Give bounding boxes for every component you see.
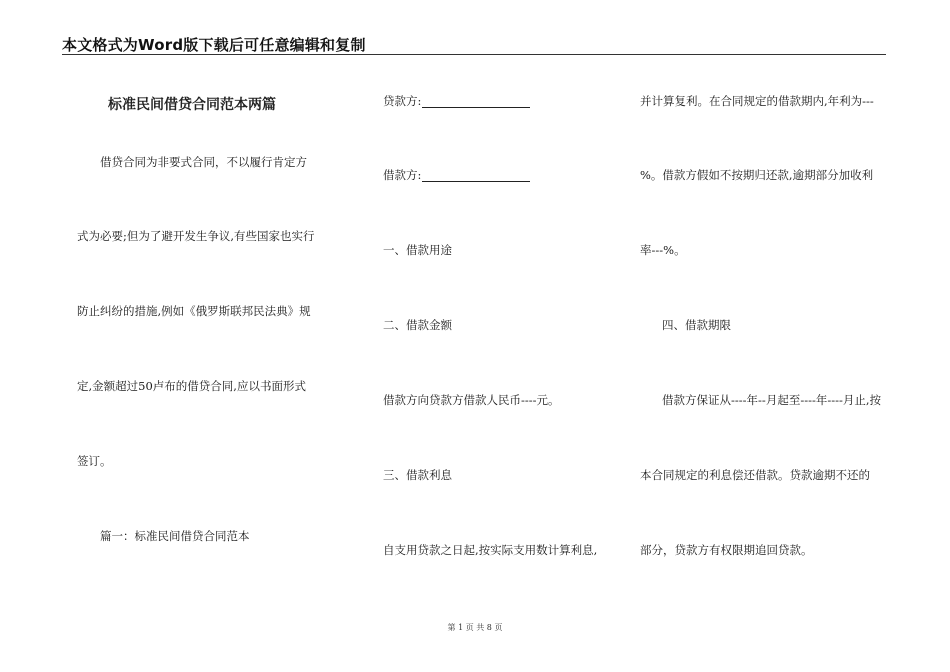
- section-heading: 四、借款期限: [662, 318, 731, 332]
- paragraph-line: 式为必要;但为了避开发生争议,有些国家也实行: [77, 229, 315, 243]
- borrower-field: [383, 168, 530, 182]
- section-heading: 一、借款用途: [383, 243, 452, 257]
- paragraph-line: 借款方保证从----年--月起至----年----月止,按: [662, 393, 882, 407]
- lender-field: [383, 94, 530, 108]
- document-header: 本文格式为Word版下载后可任意编辑和复制: [62, 36, 366, 54]
- paragraph-line: 签订。: [77, 454, 112, 468]
- paragraph-line: 并计算复利。在合同规定的借款期内,年利为---: [640, 94, 874, 108]
- section-heading: 二、借款金额: [383, 318, 452, 332]
- paragraph-line: 本合同规定的利息偿还借款。贷款逾期不还的: [640, 468, 870, 482]
- section-heading: 三、借款利息: [383, 468, 452, 482]
- section-heading: 篇一：标准民间借贷合同范本: [100, 529, 250, 543]
- header-divider: [62, 54, 886, 55]
- document-title: 标准民间借贷合同范本两篇: [108, 97, 276, 113]
- borrower-blank-line: [422, 169, 530, 182]
- paragraph-line: 率---%。: [640, 243, 686, 257]
- lender-label: 贷款方:: [383, 94, 422, 108]
- paragraph-line: 定,金额超过50卢布的借贷合同,应以书面形式: [77, 379, 306, 393]
- paragraph-line: 借款方向贷款方借款人民币----元。: [383, 393, 560, 407]
- lender-blank-line: [422, 95, 530, 108]
- paragraph-line: %。借款方假如不按期归还款,逾期部分加收利: [640, 168, 874, 182]
- page-number: 第 1 页 共 8 页: [447, 623, 503, 632]
- paragraph-line: 防止纠纷的措施,例如《俄罗斯联邦民法典》规: [77, 304, 311, 318]
- paragraph-line: 自支用贷款之日起,按实际支用数计算利息,: [383, 543, 598, 557]
- paragraph-line: 部分，贷款方有权限期追回贷款。: [640, 543, 813, 557]
- borrower-label: 借款方:: [383, 168, 422, 182]
- paragraph-line: 借贷合同为非要式合同，不以履行肯定方: [100, 155, 307, 169]
